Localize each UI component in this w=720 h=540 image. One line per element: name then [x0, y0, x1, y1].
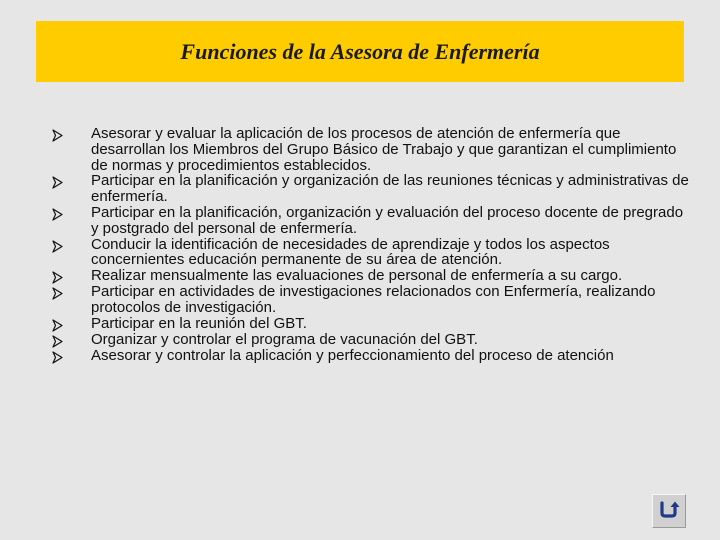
- list-item-text: Participar en la planificación y organización de las reuniones técnicas y administrativas de enfermería.: [91, 172, 689, 206]
- list-item-text: Asesorar y evaluar la aplicación de los procesos de atención de enfermería que desarrollan los Miembros del Grupo Básico de Trabajo y que garantizan el cumplimiento de normas y procedimientos establecidos.: [91, 125, 677, 174]
- list-item-text: Organizar y controlar el programa de vacunación del GBT.: [91, 330, 478, 348]
- list-item: [52, 348, 692, 364]
- return-arrow-icon: [658, 499, 680, 524]
- list-item: [52, 173, 692, 205]
- arrowhead-bullet-icon: [52, 332, 91, 348]
- functions-list: [52, 126, 692, 364]
- list-item: [52, 126, 692, 173]
- list-item-text: Participar en actividades de investigaciones relacionados con Enfermería, realizando protocolos de investigación.: [91, 283, 656, 316]
- list-item-text: Participar en la planificación, organización y evaluación del proceso docente de pregrado y postgrado del personal de enfermería.: [91, 203, 684, 237]
- list-item-text: Conducir la identificación de necesidades de aprendizaje y todos los aspectos concernientes educación permanente de su área de atención.: [91, 235, 610, 269]
- arrowhead-bullet-icon: [52, 126, 91, 142]
- arrowhead-bullet-icon: [52, 348, 91, 364]
- list-item: [52, 205, 692, 237]
- list-item: [52, 268, 692, 284]
- list-item-text: Asesorar y controlar la aplicación y perfeccionamiento del proceso de atención: [91, 346, 614, 364]
- list-item-text: Realizar mensualmente las evaluaciones de personal de enfermería a su cargo.: [91, 267, 623, 285]
- return-button[interactable]: [652, 494, 686, 528]
- list-item: [52, 284, 692, 316]
- list-item: [52, 332, 692, 348]
- arrowhead-bullet-icon: [52, 316, 91, 332]
- arrowhead-bullet-icon: [52, 284, 91, 300]
- list-item-text: Participar en la reunión del GBT.: [91, 314, 307, 332]
- arrowhead-bullet-icon: [52, 268, 91, 284]
- page-title: Funciones de la Asesora de Enfermería: [180, 38, 540, 64]
- arrowhead-bullet-icon: [52, 173, 91, 189]
- list-item: [52, 237, 692, 269]
- arrowhead-bullet-icon: [52, 205, 91, 221]
- list-item: [52, 316, 692, 332]
- title-bar: [36, 21, 684, 82]
- arrowhead-bullet-icon: [52, 237, 91, 253]
